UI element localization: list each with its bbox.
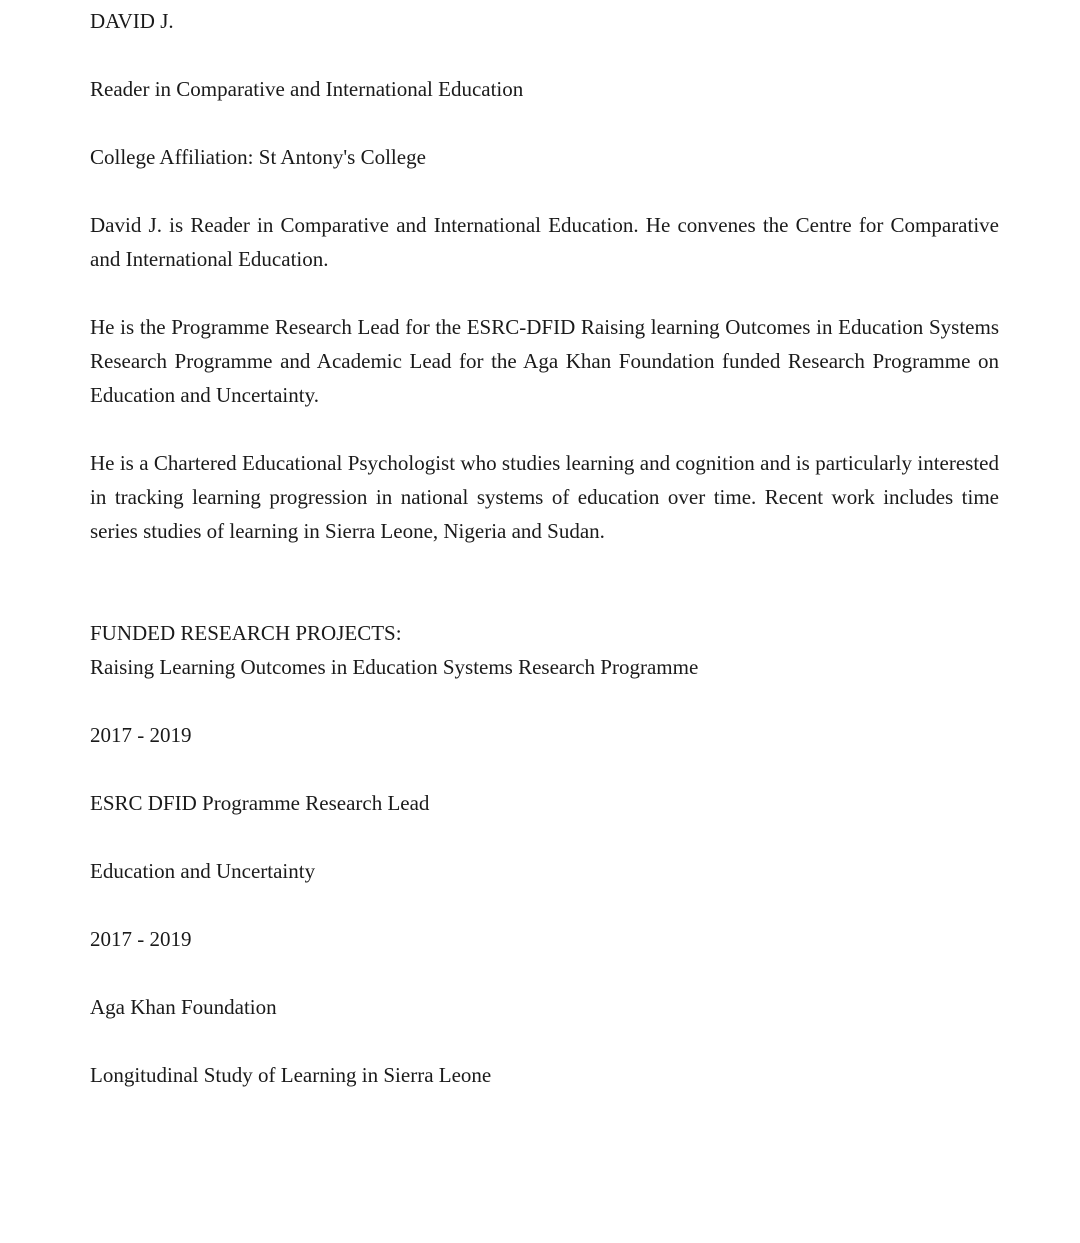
- bio-paragraph-1: David J. is Reader in Comparative and International Education. He convenes the Centre for Comparative and International Education.: [90, 213, 999, 271]
- project-dates-1: 2017 - 2019: [90, 723, 192, 747]
- person-name: DAVID J.: [90, 9, 174, 33]
- project-title-2: Education and Uncertainty: [90, 859, 316, 883]
- funded-projects-heading: FUNDED RESEARCH PROJECTS:: [90, 621, 402, 645]
- project-dates-2: 2017 - 2019: [90, 927, 192, 951]
- project-title-3: Longitudinal Study of Learning in Sierra Leone: [90, 1063, 492, 1087]
- project-role-1: ESRC DFID Programme Research Lead: [90, 791, 430, 815]
- position-title: Reader in Comparative and International Education: [90, 77, 524, 101]
- bio-paragraph-3: He is a Chartered Educational Psychologist who studies learning and cognition and is particularly interested in tracking learning progression in national systems of education over time. Recent work includes time series studies of learning in Sierra Leone, Nigeria and Sudan.: [90, 451, 999, 543]
- bio-paragraph-2: He is the Programme Research Lead for the ESRC-DFID Raising learning Outcomes in Education Systems Research Programme and Academic Lead for the Aga Khan Foundation funded Research Programme on Education and Uncertainty.: [90, 315, 999, 407]
- project-funder-2: Aga Khan Foundation: [90, 995, 277, 1019]
- college-affiliation: College Affiliation: St Antony's College: [90, 145, 426, 169]
- project-title-1: Raising Learning Outcomes in Education Systems Research Programme: [90, 655, 699, 679]
